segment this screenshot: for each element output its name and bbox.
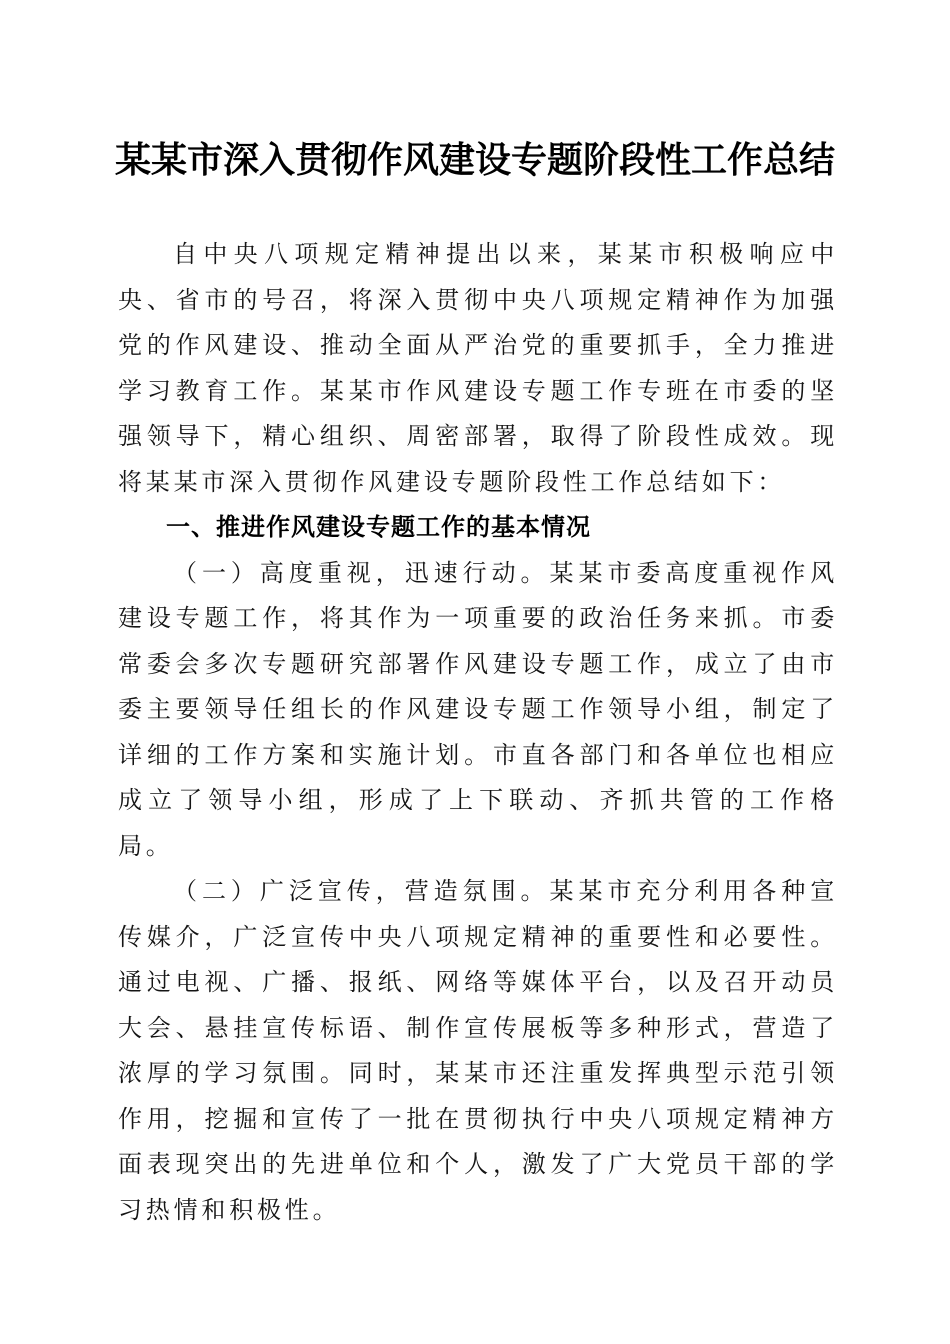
intro-paragraph: 自中央八项规定精神提出以来，某某市积极响应中央、省市的号召，将深入贯彻中央八项规定精神作为加强党的作风建设、推动全面从严治党的重要抓手，全力推进学习教育工作。某某市作风建设专题工作专班在市委的坚强领导下，精心组织、周密部署，取得了阶段性成效。现将某某市深入贯彻作风建设专题阶段性工作总结如下： — [118, 240, 838, 496]
section-heading: 一、推进作风建设专题工作的基本情况 — [166, 513, 591, 541]
document-title: 某某市深入贯彻作风建设专题阶段性工作总结 — [114, 139, 835, 181]
paragraph-1: （一）高度重视，迅速行动。某某市委高度重视作风建设专题工作，将其作为一项重要的政治任务来抓。市委常委会多次专题研究部署作风建设专题工作，成立了由市委主要领导任组长的作风建设专题工作领导小组，制定了详细的工作方案和实施计划。市直各部门和各单位也相应成立了领导小组，形成了上下联动、齐抓共管的工作格局。 — [118, 558, 838, 860]
paragraph-2: （二）广泛宣传，营造氛围。某某市充分利用各种宣传媒介，广泛宣传中央八项规定精神的重要性和必要性。通过电视、广播、报纸、网络等媒体平台，以及召开动员大会、悬挂宣传标语、制作宣传展板等多种形式，营造了浓厚的学习氛围。同时，某某市还注重发挥典型示范引领作用，挖掘和宣传了一批在贯彻执行中央八项规定精神方面表现突出的先进单位和个人，激发了广大党员干部的学习热情和积极性。 — [118, 877, 838, 1224]
document-body — [118, 232, 838, 1233]
